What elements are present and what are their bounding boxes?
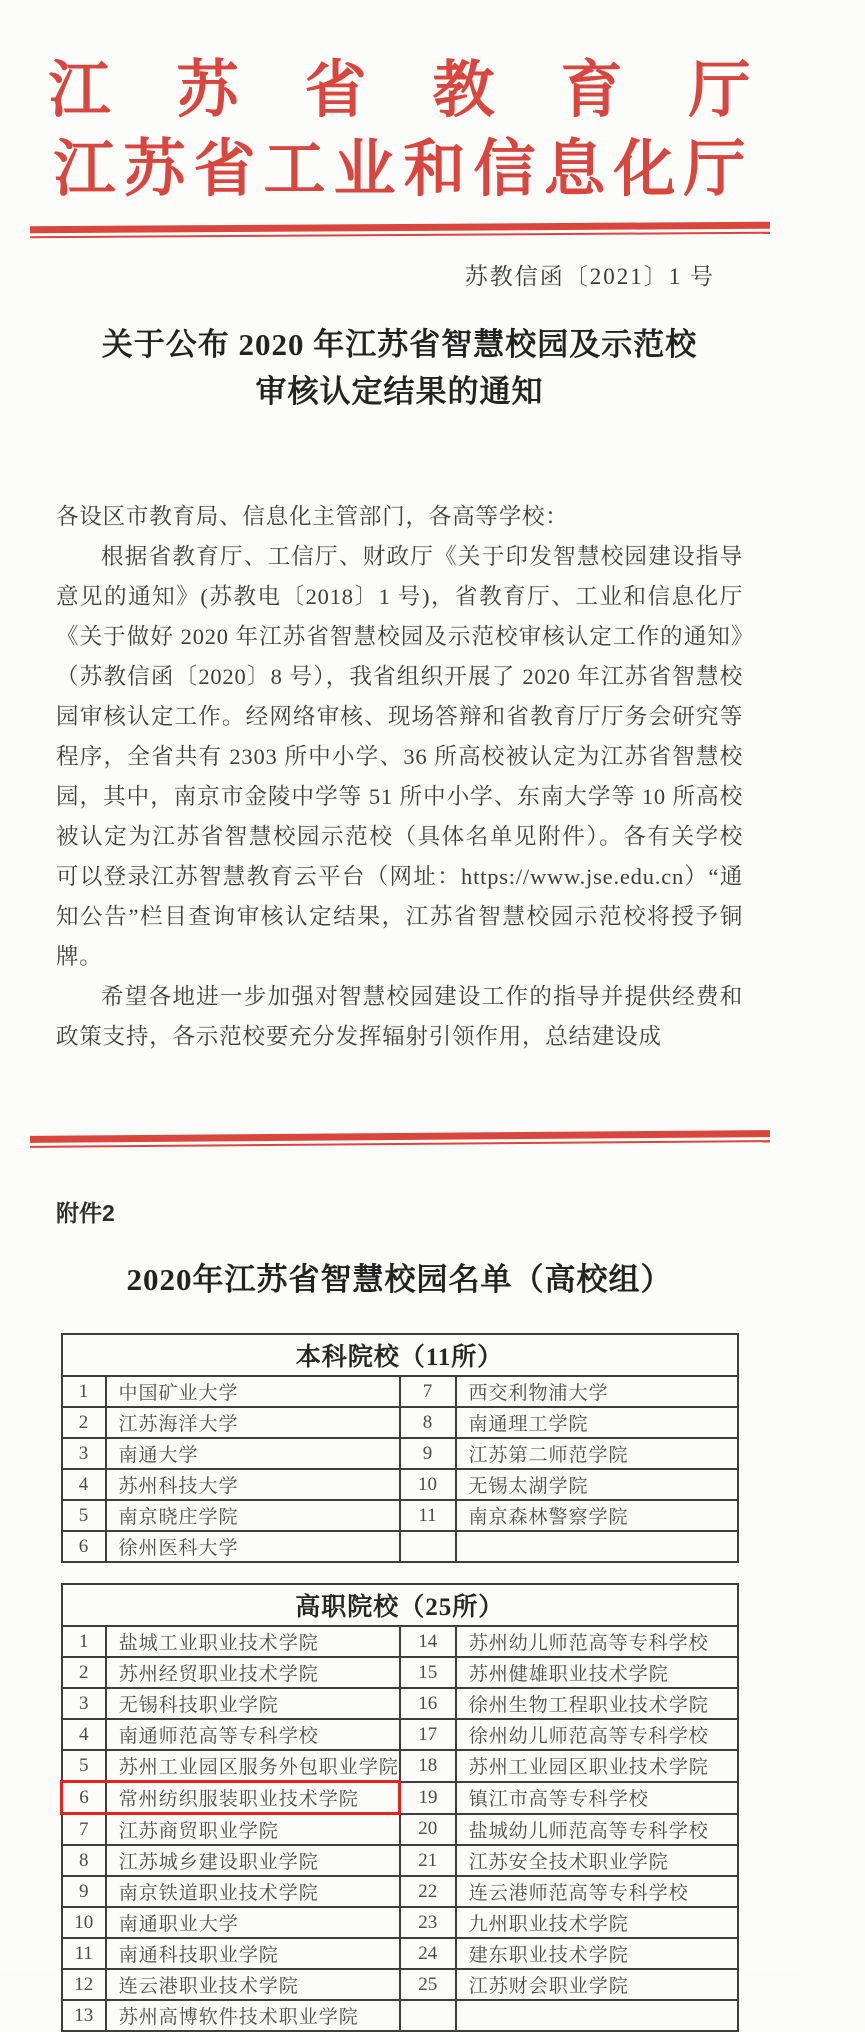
table-row xyxy=(62,1626,738,1657)
page-break-divider-rule xyxy=(29,1130,769,1148)
table-row xyxy=(62,1469,738,1500)
school-name-cell: 江苏安全技术职业学院 xyxy=(456,1845,738,1876)
row-number-cell: 5 xyxy=(62,1750,106,1782)
school-name-cell xyxy=(456,1531,738,1562)
roster-title: 2020年江苏省智慧校园名单（高校组） xyxy=(126,1262,673,1297)
row-number-cell: 8 xyxy=(400,1407,456,1438)
row-number-cell: 1 xyxy=(62,1626,106,1657)
school-name-cell: 苏州幼儿师范高等专科学校 xyxy=(456,1626,738,1657)
row-number-cell: 24 xyxy=(400,1938,456,1969)
school-name-cell xyxy=(456,2000,738,2031)
school-name-cell: 镇江市高等专科学校 xyxy=(456,1782,738,1814)
row-number-cell: 13 xyxy=(62,2000,106,2031)
school-name-cell: 苏州工业园区职业技术学院 xyxy=(456,1750,738,1782)
school-name-cell: 南通师范高等专科学校 xyxy=(106,1719,400,1750)
table-row xyxy=(62,1814,738,1846)
row-number-cell: 9 xyxy=(62,1876,106,1907)
notice-title-line2: 审核认定结果的通知 xyxy=(255,374,544,409)
row-number-cell: 3 xyxy=(62,1438,106,1469)
row-number-cell: 19 xyxy=(400,1782,456,1814)
row-number-cell: 16 xyxy=(400,1688,456,1719)
school-name-cell: 连云港师范高等专科学校 xyxy=(456,1876,738,1907)
row-number-cell: 11 xyxy=(62,1938,106,1969)
row-number-cell: 3 xyxy=(62,1688,106,1719)
salutation-line: 各设区市教育局、信息化主管部门，各高等学校： xyxy=(56,504,569,529)
row-number-cell: 10 xyxy=(400,1469,456,1500)
table-row xyxy=(62,1876,738,1907)
table-row xyxy=(62,1750,738,1782)
table-row xyxy=(62,1907,738,1938)
row-number-cell: 18 xyxy=(400,1750,456,1782)
row-number-cell: 6 xyxy=(62,1531,106,1562)
divider-thin-line xyxy=(30,232,770,239)
school-name-cell: 西交利物浦大学 xyxy=(456,1376,738,1407)
table-row xyxy=(62,1938,738,1969)
school-name-cell: 盐城幼儿师范高等专科学校 xyxy=(456,1814,738,1846)
row-number-cell: 7 xyxy=(62,1814,106,1846)
row-number-cell: 5 xyxy=(62,1500,106,1531)
row-number-cell: 23 xyxy=(400,1907,456,1938)
school-name-cell: 无锡太湖学院 xyxy=(456,1469,738,1500)
row-number-cell xyxy=(400,1531,456,1562)
body-paragraph-2: 希望各地进一步加强对智慧校园建设工作的指导并提供经费和政策支持，各示范校要充分发挥辐射引领作用，总结建设成 xyxy=(56,984,743,1049)
table-row-highlighted xyxy=(62,1782,738,1814)
school-name-cell: 连云港职业技术学院 xyxy=(106,1969,400,2000)
school-name-cell: 苏州科技大学 xyxy=(106,1469,400,1500)
row-number-cell: 2 xyxy=(62,1657,106,1688)
table-section-header: 高职院校（25所） xyxy=(62,1584,738,1626)
school-name-cell: 南通科技职业学院 xyxy=(106,1938,400,1969)
table-row xyxy=(62,1407,738,1438)
row-number-cell: 25 xyxy=(400,1969,456,2000)
table-row xyxy=(62,1969,738,2000)
table-header-row xyxy=(62,1334,738,1376)
letterhead xyxy=(0,0,817,291)
row-number-cell: 8 xyxy=(62,1845,106,1876)
row-number-cell: 9 xyxy=(400,1438,456,1469)
row-number-cell: 11 xyxy=(400,1500,456,1531)
table-row xyxy=(62,1500,738,1531)
row-number-cell: 21 xyxy=(400,1845,456,1876)
letterhead-divider-rule xyxy=(29,222,769,239)
school-name-cell: 徐州生物工程职业技术学院 xyxy=(456,1688,738,1719)
undergraduate-roster-table xyxy=(61,1333,739,1563)
document-number: 苏教信函〔2021〕1 号 xyxy=(464,264,715,289)
vocational-roster-table xyxy=(60,1583,739,2032)
table-row xyxy=(62,2000,738,2031)
table-row xyxy=(62,1438,738,1469)
school-name-cell: 江苏海洋大学 xyxy=(106,1407,400,1438)
row-number-cell: 17 xyxy=(400,1719,456,1750)
school-name-cell: 南通职业大学 xyxy=(106,1907,400,1938)
row-number-cell: 12 xyxy=(62,1969,106,2000)
issuer-name-line2: 江苏省工业和信息化厅 xyxy=(53,136,754,204)
school-name-cell: 苏州高博软件技术职业学院 xyxy=(106,2000,400,2031)
school-name-cell: 江苏第二师范学院 xyxy=(456,1438,738,1469)
table-row xyxy=(62,1688,738,1719)
school-name-cell: 苏州健雄职业技术学院 xyxy=(456,1657,738,1688)
school-name-cell: 建东职业技术学院 xyxy=(456,1938,738,1969)
school-name-cell: 苏州经贸职业技术学院 xyxy=(106,1657,400,1688)
school-name-cell: 江苏城乡建设职业学院 xyxy=(106,1845,400,1876)
issuer-name-line1: 江苏省教育厅 xyxy=(48,57,817,125)
body-paragraph-1: 根据省教育厅、工信厅、财政厅《关于印发智慧校园建设指导意见的通知》(苏教电〔2018〕1 号)，省教育厅、工业和信息化厅《关于做好 2020 年江苏省智慧校园及示范校审核认定工作的通知》（苏教信函〔2020〕8 号），我省组织开展了 2020 年江苏省智慧校园审核认定工作。经网络审核、现场答辩和省教育厅厅务会研究等程序，全省共有 2303 所中小学、36 所高校被认定为江苏省智慧校园，其中，南京市金陵中学等 51 所中小学、东南大学等 10 所高校被认定为江苏省智慧校园示范校（具体名单见附件）。各有关学校可以登录江苏智慧教育云平台（网址：https://www.jse.edu.cn）“通知公告”栏目查询审核认定结果，江苏省智慧校园示范校将授予铜牌。 xyxy=(56,544,743,969)
row-number-cell: 14 xyxy=(400,1626,456,1657)
school-name-cell: 徐州医科大学 xyxy=(106,1531,400,1562)
notice-body xyxy=(0,497,799,1057)
table-header-row xyxy=(62,1584,738,1626)
row-number-cell: 4 xyxy=(62,1469,106,1500)
row-number-cell: 20 xyxy=(400,1814,456,1846)
row-number-cell xyxy=(400,2000,456,2031)
row-number-cell: 4 xyxy=(62,1719,106,1750)
notice-title xyxy=(0,321,799,415)
school-name-cell: 苏州工业园区服务外包职业学院 xyxy=(106,1750,400,1782)
school-name-cell: 南京森林警察学院 xyxy=(456,1500,738,1531)
school-name-cell: 南通理工学院 xyxy=(456,1407,738,1438)
row-number-cell: 1 xyxy=(62,1376,106,1407)
school-name-cell: 江苏财会职业学院 xyxy=(456,1969,738,2000)
school-name-cell: 南京铁道职业技术学院 xyxy=(106,1876,400,1907)
school-name-cell: 九州职业技术学院 xyxy=(456,1907,738,1938)
row-number-cell: 10 xyxy=(62,1907,106,1938)
school-name-cell: 徐州幼儿师范高等专科学校 xyxy=(456,1719,738,1750)
row-number-cell: 7 xyxy=(400,1376,456,1407)
school-name-cell: 江苏商贸职业学院 xyxy=(106,1814,400,1846)
table-row xyxy=(62,1657,738,1688)
table-row xyxy=(62,1376,738,1407)
school-name-cell: 常州纺织服装职业技术学院 xyxy=(106,1782,400,1814)
attachment-label: 附件2 xyxy=(56,1200,115,1226)
school-name-cell: 南京晓庄学院 xyxy=(106,1500,400,1531)
school-name-cell: 南通大学 xyxy=(106,1438,400,1469)
table-section-header: 本科院校（11所） xyxy=(62,1334,738,1376)
table-row xyxy=(62,1845,738,1876)
row-number-cell: 15 xyxy=(400,1657,456,1688)
school-name-cell: 中国矿业大学 xyxy=(106,1376,400,1407)
school-name-cell: 无锡科技职业学院 xyxy=(106,1688,400,1719)
notice-title-line1: 关于公布 2020 年江苏省智慧校园及示范校 xyxy=(101,327,698,362)
school-name-cell: 盐城工业职业技术学院 xyxy=(106,1626,400,1657)
row-number-cell: 22 xyxy=(400,1876,456,1907)
row-number-cell: 2 xyxy=(62,1407,106,1438)
row-number-cell: 6 xyxy=(62,1782,106,1814)
table-row xyxy=(62,1531,738,1562)
table-row xyxy=(62,1719,738,1750)
